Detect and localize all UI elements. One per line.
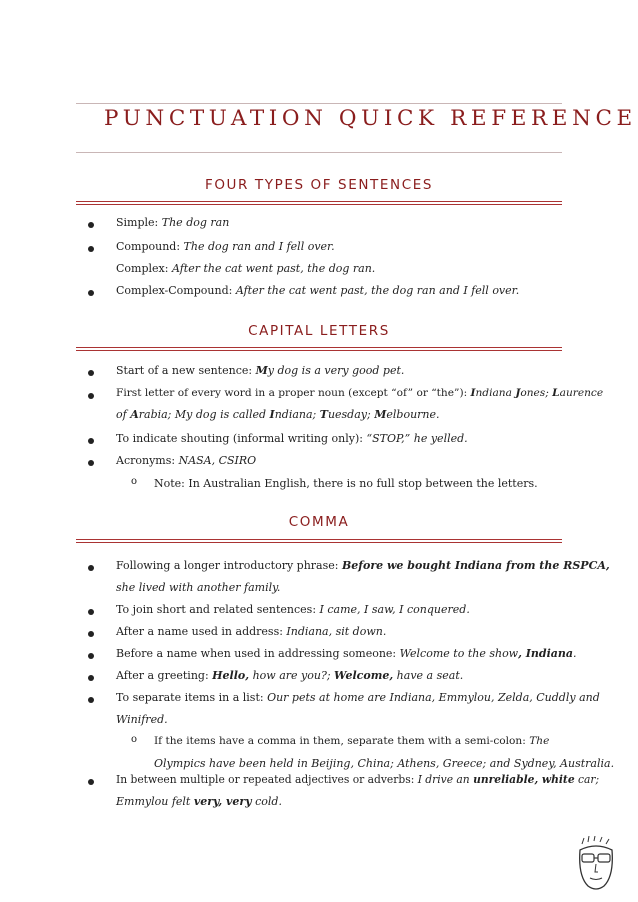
list-item: After a name used in address: Indiana, sit down. <box>116 625 387 638</box>
list-item: Acronyms: NASA, CSIRO <box>116 454 257 467</box>
section-rule <box>76 539 562 543</box>
list-item: Following a longer introductory phrase: Before we bought Indiana from the RSPCA, <box>116 559 610 572</box>
list-item: Compound: The dog ran and I fell over. <box>116 240 335 253</box>
list-item: Simple: The dog ran <box>116 216 230 229</box>
bullet-icon <box>88 290 94 296</box>
sub-bullet-icon: o <box>131 734 138 745</box>
section-heading-comma: COMMA <box>288 514 350 530</box>
bullet-icon <box>88 460 94 466</box>
section-rule <box>76 201 562 205</box>
list-item: Olympics have been held in Beijing, China; Athens, Greece; and Sydney, Australia. <box>154 757 615 770</box>
page-title: PUNCTUATION QUICK REFERENCE <box>104 106 637 131</box>
list-item: Complex: After the cat went past, the dog ran. <box>116 262 376 275</box>
list-item: she lived with another family. <box>116 581 281 594</box>
bullet-icon <box>88 697 94 703</box>
list-item: After a greeting: Hello, how are you?; Welcome, have a seat. <box>116 669 464 682</box>
list-item: If the items have a comma in them, separate them with a semi-colon: The <box>154 735 550 747</box>
bullet-icon <box>88 370 94 376</box>
list-item: Note: In Australian English, there is no full stop between the letters. <box>154 477 538 490</box>
sub-bullet-icon: o <box>131 476 138 487</box>
bullet-icon <box>88 393 94 399</box>
bullet-icon <box>88 631 94 637</box>
list-item: To indicate shouting (informal writing only): “STOP,” he yelled. <box>116 432 468 445</box>
title-rule <box>76 152 562 153</box>
list-item: Start of a new sentence: My dog is a very good pet. <box>116 364 405 377</box>
bullet-icon <box>88 779 94 785</box>
section-heading-sentences: FOUR TYPES OF SENTENCES <box>204 177 434 193</box>
bullet-icon <box>88 675 94 681</box>
list-item: of Arabia; My dog is called Indiana; Tuesday; Melbourne. <box>116 408 440 421</box>
list-item: To join short and related sentences: I came, I saw, I conquered. <box>116 603 470 616</box>
bullet-icon <box>88 222 94 228</box>
face-logo-icon <box>574 836 618 892</box>
bullet-icon <box>88 438 94 444</box>
list-item: Winifred. <box>116 713 168 726</box>
bullet-icon <box>88 653 94 659</box>
list-item: Emmylou felt very, very cold. <box>116 795 282 808</box>
top-rule <box>76 103 562 104</box>
list-item: Before a name when used in addressing someone: Welcome to the show, Indiana. <box>116 647 577 660</box>
list-item: To separate items in a list: Our pets at home are Indiana, Emmylou, Zelda, Cuddly and <box>116 691 600 704</box>
bullet-icon <box>88 565 94 571</box>
bullet-icon <box>88 609 94 615</box>
list-item: First letter of every word in a proper noun (except “of” or “the”): Indiana Jones; Laurence <box>116 387 604 399</box>
list-item: In between multiple or repeated adjectives or adverbs: I drive an unreliable, white car; <box>116 773 600 786</box>
list-item: Complex-Compound: After the cat went past, the dog ran and I fell over. <box>116 284 520 297</box>
bullet-icon <box>88 246 94 252</box>
section-heading-capitals: CAPITAL LETTERS <box>248 323 390 339</box>
section-rule <box>76 347 562 351</box>
